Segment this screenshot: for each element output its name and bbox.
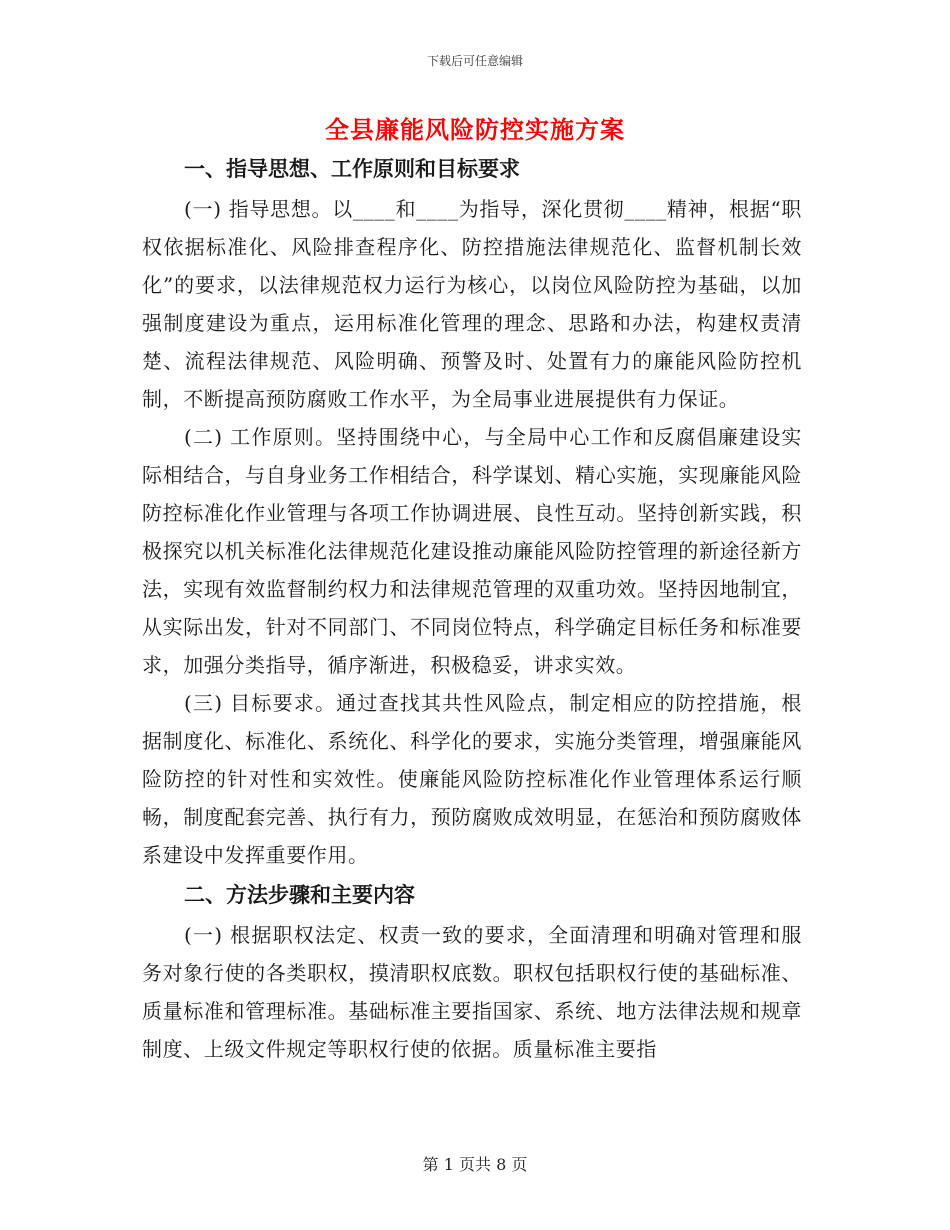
section-guiding-principles [142, 150, 802, 874]
section-methods-steps [142, 876, 802, 1068]
page-number-indicator: 第 1 页共 8 页 [422, 1155, 528, 1174]
document-body [142, 148, 802, 1068]
paragraph-guiding-ideology: (一) 指导思想。以____和____为指导，深化贯彻____精神，根据“职权依据标准化、风险排查程序化、防控措施法律规范化、监督机制长效化”的要求，以法律规范权力运行为核心，以岗位风险防控为基础，以加强制度建设为重点，运用标准化管理的理念、思路和办法，构建权责清楚、流程法律规范、风险明确、预警及时、处置有力的廉能风险防控机制，不断提高预防腐败工作水平，为全局事业进展提供有力保证。 [142, 197, 802, 411]
section-heading: 一、指导思想、工作原则和目标要求 [184, 156, 520, 181]
page-header-note: 下载后可任意编辑 [426, 54, 523, 68]
paragraph-work-principles: (二) 工作原则。坚持围绕中心，与全局中心工作和反腐倡廉建设实际相结合，与自身业务工作相结合，科学谋划、精心实施，实现廉能风险防控标准化作业管理与各项工作协调进展、良性互动。坚持创新实践，积极探究以机关标准化法律规范化建设推动廉能风险防控管理的新途径新方法，实现有效监督制约权力和法律规范管理的双重功效。坚持因地制宜，从实际出发，针对不同部门、不同岗位特点，科学确定目标任务和标准要求，加强分类指导，循序渐进，积极稳妥，讲求实效。 [142, 425, 802, 677]
document-title: 全县廉能风险防控实施方案 [325, 115, 625, 144]
paragraph-goal-requirements: (三) 目标要求。通过查找其共性风险点，制定相应的防控措施，根据制度化、标准化、系统化、科学化的要求，实施分类管理，增强廉能风险防控的针对性和实效性。使廉能风险防控标准化作业管理体系运行顺畅，制度配套完善、执行有力，预防腐败成效明显，在惩治和预防腐败体系建设中发挥重要作用。 [142, 691, 802, 867]
paragraph-clarify-powers: (一) 根据职权法定、权责一致的要求，全面清理和明确对管理和服务对象行使的各类职权，摸清职权底数。职权包括职权行使的基础标准、质量标准和管理标准。基础标准主要指国家、系统、地方法律法规和规章制度、上级文件规定等职权行使的依据。质量标准主要指 [142, 923, 802, 1061]
section-heading: 二、方法步骤和主要内容 [184, 882, 415, 907]
